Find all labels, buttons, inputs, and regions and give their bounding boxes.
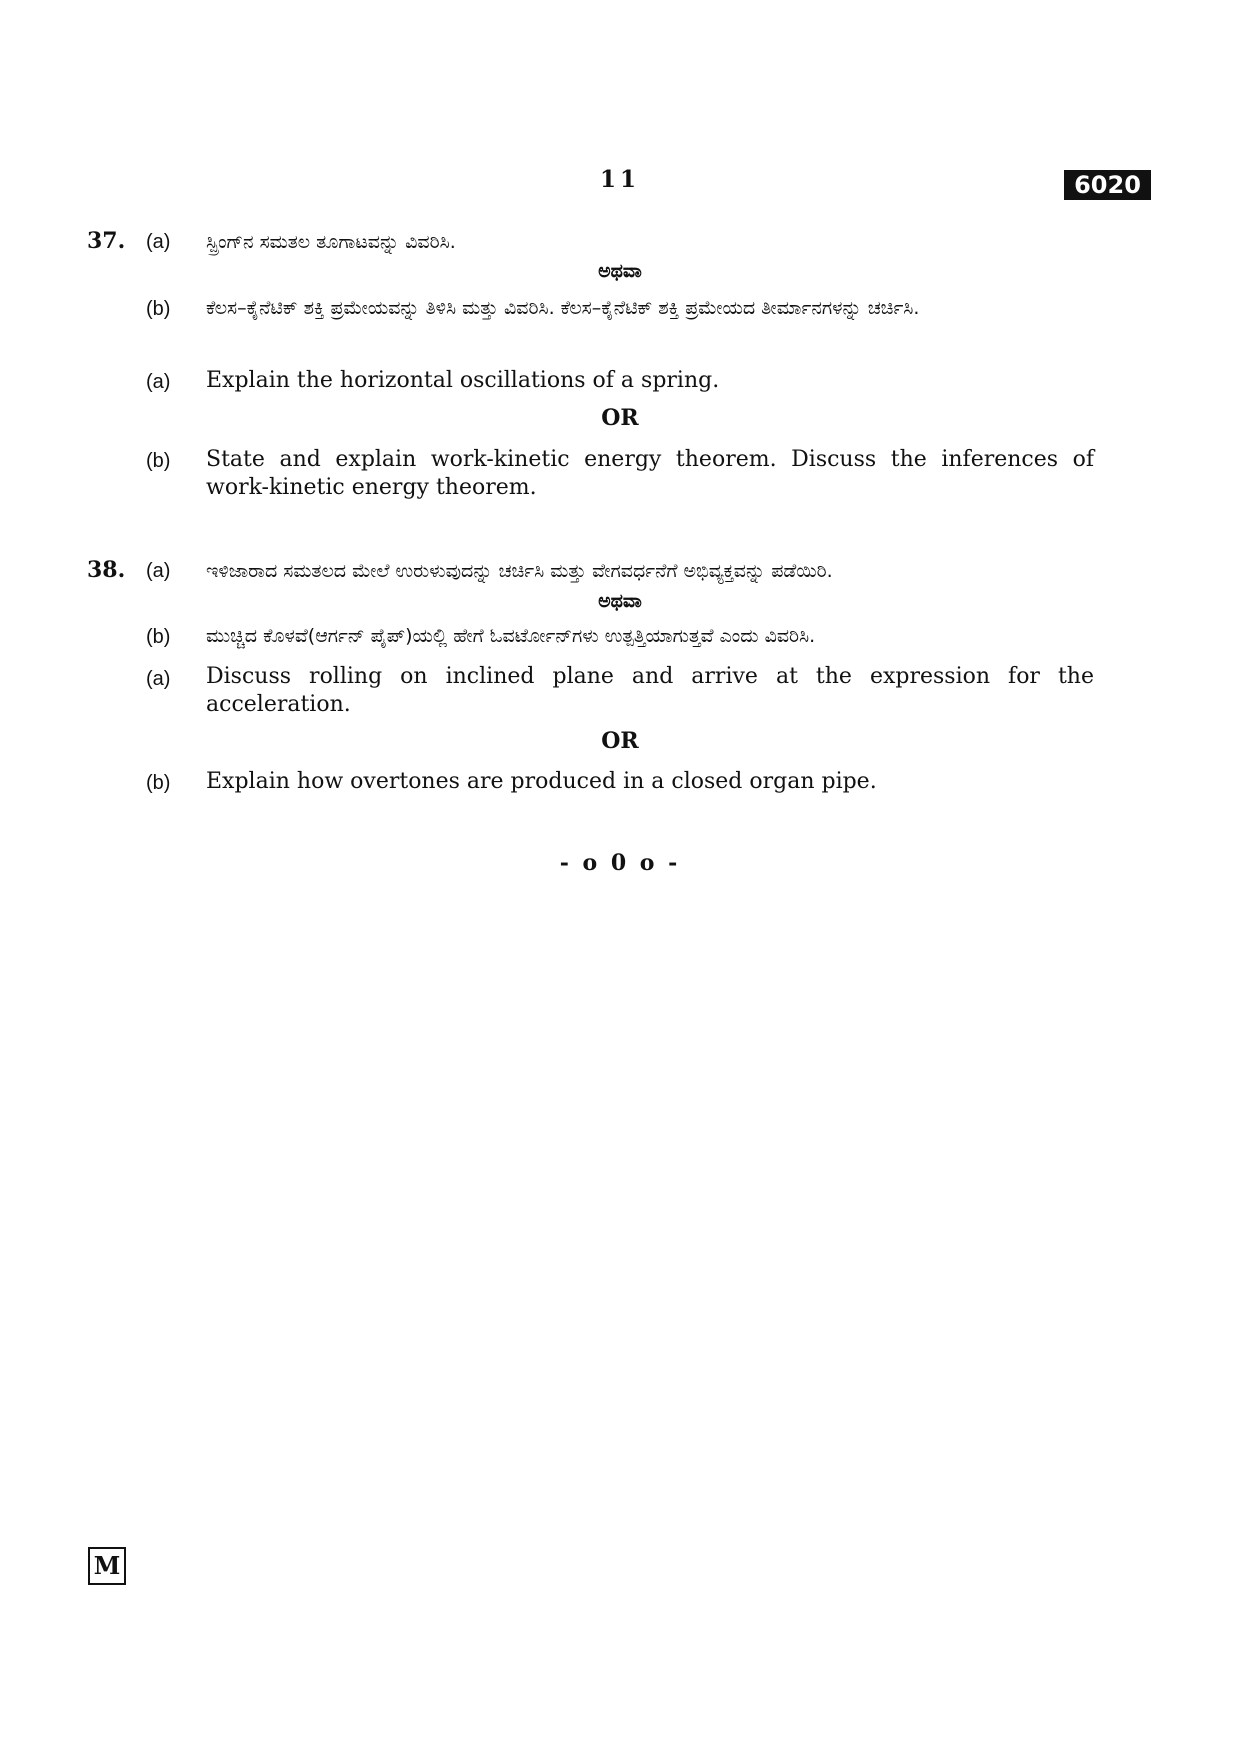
- kannada-or: ಅಥವಾ: [598, 590, 642, 612]
- english-or: OR: [601, 405, 639, 431]
- footer-letter-box: M: [88, 1547, 126, 1585]
- english-question-a: Discuss rolling on inclined plane and arrive at the expression for the acceleration.: [206, 664, 1094, 717]
- kannada-question-a: ಸ್ಪ್ರಿಂಗ್‌ನ ಸಮತಲ ತೂಗಾಟವನ್ನು ವಿವರಿಸಿ.: [206, 231, 456, 253]
- paper-code-badge: 6020: [1064, 170, 1151, 200]
- english-question-b: State and explain work-kinetic energy theorem. Discuss the inferences of work-kinetic energy theorem.: [206, 447, 1094, 500]
- question-number: 38.: [87, 557, 126, 583]
- part-label-b: (b): [146, 450, 171, 472]
- english-question-a: Explain the horizontal oscillations of a spring.: [206, 368, 720, 393]
- part-label-b: (b): [146, 298, 171, 320]
- part-label-b: (b): [146, 772, 171, 794]
- english-question-b: Explain how overtones are produced in a closed organ pipe.: [206, 769, 877, 794]
- english-or: OR: [601, 728, 639, 754]
- part-label-a: (a): [146, 668, 171, 690]
- kannada-or: ಅಥವಾ: [598, 260, 642, 282]
- page-number: 11: [599, 166, 640, 193]
- question-number: 37.: [87, 228, 126, 254]
- kannada-question-a: ಇಳಿಜಾರಾದ ಸಮತಲದ ಮೇಲೆ ಉರುಳುವುದನ್ನು ಚರ್ಚಿಸಿ ಮತ್ತು ವೇಗವರ್ಧನೆಗೆ ಅಭಿವ್ಯಕ್ತವನ್ನು ಪಡೆಯಿರಿ.: [206, 560, 833, 582]
- part-label-a: (a): [146, 560, 171, 582]
- part-label-a: (a): [146, 231, 171, 253]
- end-of-paper-mark: - o 0 o -: [559, 850, 681, 876]
- part-label-b: (b): [146, 626, 171, 648]
- kannada-question-b: ಕೆಲಸ–ಕೈನೆಟಿಕ್ ಶಕ್ತಿ ಪ್ರಮೇಯವನ್ನು ತಿಳಿಸಿ ಮತ್ತು ವಿವರಿಸಿ. ಕೆಲಸ–ಕೈನೆಟಿಕ್ ಶಕ್ತಿ ಪ್ರಮೇಯದ ತೀರ್ಮಾನಗಳನ್ನು ಚರ್ಚಿಸಿ.: [206, 297, 920, 319]
- kannada-question-b: ಮುಚ್ಚಿದ ಕೊಳವೆ(ಆರ್ಗನ್ ಪೈಪ್)ಯಲ್ಲಿ ಹೇಗೆ ಓವರ್ಟೋನ್‌ಗಳು ಉತ್ಪತ್ತಿಯಾಗುತ್ತವೆ ಎಂದು ವಿವರಿಸಿ.: [206, 625, 816, 647]
- part-label-a: (a): [146, 371, 171, 393]
